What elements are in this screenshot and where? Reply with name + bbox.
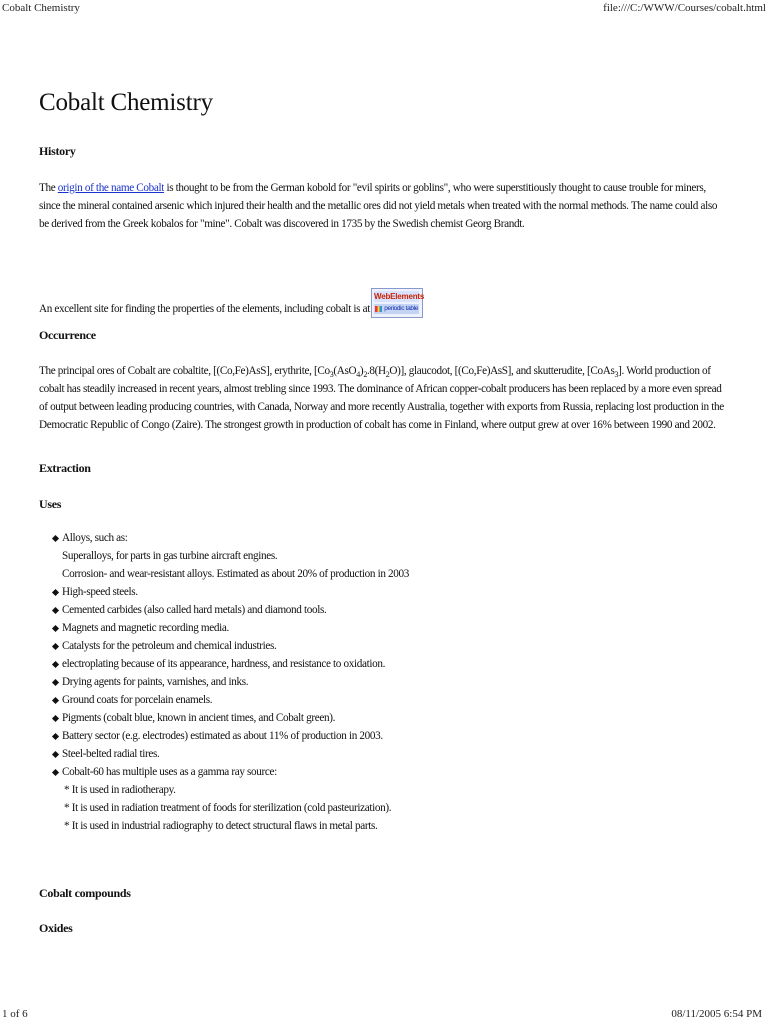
uses-alloys: Alloys, such as: [62, 532, 128, 544]
cobalt60-sub: * It is used in industrial radiography to detect structural flaws in metal parts. [64, 820, 378, 832]
diamond-bullet-icon [52, 733, 59, 740]
print-footer-datetime: 08/11/2005 6:54 PM [671, 1008, 762, 1020]
periodic-table-icon [375, 306, 382, 312]
webelements-paragraph [39, 288, 729, 318]
webelements-badge[interactable] [371, 288, 423, 318]
uses-item-text: Drying agents for paints, varnishes, and inks. [62, 676, 249, 688]
diamond-bullet-icon [52, 697, 59, 704]
occ-text-3: ) [359, 365, 364, 377]
occ-text-6: ]. World production of cobalt has steadily increased in recent years, almost trebling since 1993. The dominance of African copper-cobalt producers has been replaced by a more even spread of output between leading producing countries, with Canada, Norway and more recently Australia, together with exports from Russia, replacing lost production in the Democratic Republic of Congo (Zaire). The strongest growth in production of cobalt has come in Finland, where output grew at over 16% between 1990 and 2002. [39, 365, 724, 431]
diamond-bullet-icon [52, 661, 59, 668]
occ-sub-3b: 3 [614, 370, 619, 380]
occ-sub-2b: 2 [385, 370, 390, 380]
heading-extraction: Extraction [39, 461, 91, 475]
diamond-bullet-icon [52, 751, 59, 758]
print-header-url: file:///C:/WWW/Courses/cobalt.html [603, 2, 766, 14]
list-item [39, 583, 729, 601]
page-title: Cobalt Chemistry [39, 89, 213, 116]
history-text-a: The [39, 182, 58, 194]
webelements-badge-subtitle-text: periodic table [384, 305, 418, 312]
uses-item-text: Cemented carbides (also called hard metals) and diamond tools. [62, 604, 327, 616]
list-item [39, 727, 729, 745]
list-item [39, 745, 729, 763]
list-item [39, 655, 729, 673]
print-header-title: Cobalt Chemistry [2, 2, 80, 14]
uses-item-text: Magnets and magnetic recording media. [62, 622, 229, 634]
uses-list [39, 529, 729, 835]
occ-text-2: (AsO [333, 365, 357, 377]
heading-history: History [39, 144, 76, 158]
list-item [39, 529, 729, 583]
origin-of-name-link[interactable]: origin of the name Cobalt [57, 182, 165, 194]
uses-alloys-sub: Corrosion- and wear-resistant alloys. Estimated as about 20% of production in 2003 [62, 568, 410, 580]
print-footer-page-count: 1 of 6 [2, 1008, 28, 1020]
uses-item-text: Pigments (cobalt blue, known in ancient times, and Cobalt green). [62, 712, 336, 724]
diamond-bullet-icon [52, 589, 59, 596]
webelements-badge-subtitle [374, 304, 419, 314]
diamond-bullet-icon [52, 769, 59, 776]
uses-cobalt60: Cobalt-60 has multiple uses as a gamma ray source: [62, 766, 277, 778]
webelements-badge-title: WebElements [373, 292, 425, 301]
occurrence-paragraph [39, 362, 729, 434]
occ-text-1: The principal ores of Cobalt are cobaltite, [(Co,Fe)AsS], erythrite, [Co [39, 365, 330, 377]
list-item [39, 601, 729, 619]
diamond-bullet-icon [52, 715, 59, 722]
diamond-bullet-icon [52, 535, 59, 542]
webelements-sentence: An excellent site for finding the properties of the elements, including cobalt is at [39, 303, 370, 315]
heading-occurrence: Occurrence [39, 328, 96, 342]
heading-oxides: Oxides [39, 921, 73, 935]
list-item [39, 673, 729, 691]
uses-item-text: High-speed steels. [62, 586, 138, 598]
diamond-bullet-icon [52, 643, 59, 650]
heading-uses: Uses [39, 497, 62, 511]
uses-item-text: electroplating because of its appearance, hardness, and resistance to oxidation. [62, 658, 386, 670]
cobalt60-sub: * It is used in radiotherapy. [64, 784, 176, 796]
history-text-b: is thought to be from the German kobold for "evil spirits or goblins", who were superstitiously thought to cause trouble for miners, since the mineral contained arsenic which injured their health and the metallic ores did not yield metals when treated with the normal methods. The name could also be derived from the Greek kobalos for "mine". Cobalt was discovered in 1735 by the Swedish chemist Georg Brandt. [39, 182, 718, 230]
diamond-bullet-icon [52, 679, 59, 686]
uses-item-text: Battery sector (e.g. electrodes) estimated as about 11% of production in 2003. [62, 730, 383, 742]
cobalt60-sub: * It is used in radiation treatment of foods for sterilization (cold pasteurization). [64, 802, 392, 814]
list-item [39, 763, 729, 835]
occ-sub-4: 4 [356, 370, 360, 380]
diamond-bullet-icon [52, 625, 59, 632]
history-paragraph [39, 179, 729, 233]
diamond-bullet-icon [52, 607, 59, 614]
occ-sub-2a: 2 [363, 370, 367, 380]
uses-alloys-sub: Superalloys, for parts in gas turbine aircraft engines. [62, 550, 278, 562]
heading-cobalt-compounds: Cobalt compounds [39, 886, 131, 900]
list-item [39, 709, 729, 727]
occ-text-4: .8(H [366, 365, 386, 377]
occ-sub-3: 3 [329, 370, 334, 380]
list-item [39, 637, 729, 655]
list-item [39, 691, 729, 709]
list-item [39, 619, 729, 637]
uses-item-text: Ground coats for porcelain enamels. [62, 694, 213, 706]
occ-text-5: O)], glaucodot, [(Co,Fe)AsS], and skutterudite, [CoAs [389, 365, 615, 377]
uses-item-text: Steel-belted radial tires. [62, 748, 160, 760]
uses-item-text: Catalysts for the petroleum and chemical industries. [62, 640, 277, 652]
